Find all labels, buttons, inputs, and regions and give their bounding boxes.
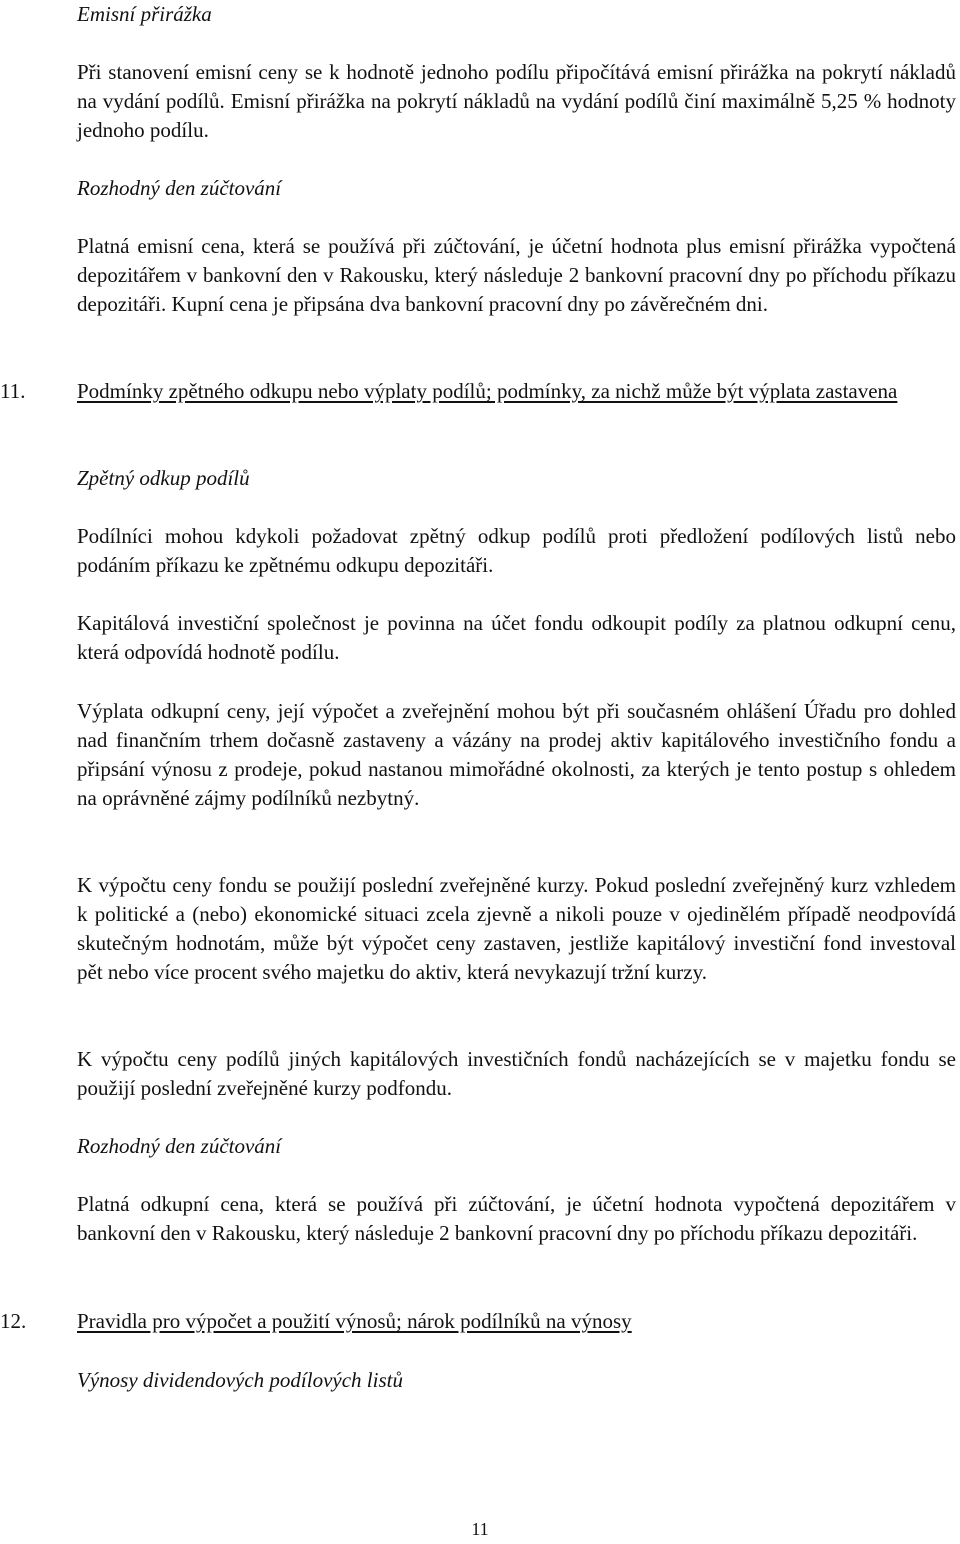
paragraph-zpetny-odkup-5: K výpočtu ceny podílů jiných kapitálových investičních fondů nacházejících se v majetku fondu se použijí poslední zveřejněné kurzy podfondu. bbox=[77, 1047, 956, 1100]
heading-rozhodny-den-1: Rozhodný den zúčtování bbox=[77, 176, 282, 200]
section-12-heading bbox=[0, 1307, 956, 1336]
paragraph-zpetny-odkup-4: K výpočtu ceny fondu se použijí poslední zveřejněné kurzy. Pokud poslední zveřejněný kurz vzhledem k politické a (nebo) ekonomické situaci zcela zjevně a nikoli pouze v ojedinělém případě neodpovídá skutečným hodnotám, může být výpočet ceny zastaven, jestliže kapitálový investiční fond investoval pět nebo více procent svého majetku do aktiv, která nevykazují tržní kurzy. bbox=[77, 873, 956, 984]
heading-vynosy: Výnosy dividendových podílových listů bbox=[77, 1368, 403, 1392]
section-11-title: Podmínky zpětného odkupu nebo výplaty podílů; podmínky, za nichž může být výplata zastavena bbox=[77, 379, 898, 403]
section-12-title: Pravidla pro výpočet a použití výnosů; nárok podílníků na výnosy bbox=[77, 1309, 632, 1333]
section-12-number: 12. bbox=[0, 1309, 27, 1333]
paragraph-zpetny-odkup-2: Kapitálová investiční společnost je povinna na účet fondu odkoupit podíly za platnou odkupní cenu, která odpovídá hodnotě podílu. bbox=[77, 611, 956, 664]
paragraph-emisni-prirazka: Při stanovení emisní ceny se k hodnotě jednoho podílu připočítává emisní přirážka na pokrytí nákladů na vydání podílů. Emisní přirážka na pokrytí nákladů na vydání podílů činí maximálně 5,25 % hodnoty jednoho podílu. bbox=[77, 60, 956, 142]
section-11-number: 11. bbox=[0, 379, 26, 403]
paragraph-zpetny-odkup-1: Podílníci mohou kdykoli požadovat zpětný odkup podílů proti předložení podílových listů nebo podáním příkazu ke zpětnému odkupu depozitáři. bbox=[77, 524, 956, 577]
section-11-heading bbox=[0, 377, 956, 406]
page-number: 11 bbox=[471, 1519, 489, 1539]
heading-zpetny-odkup: Zpětný odkup podílů bbox=[77, 466, 250, 490]
paragraph-zpetny-odkup-3: Výplata odkupní ceny, její výpočet a zveřejnění mohou být při současném ohlášení Úřadu pro dohled nad finančním trhem dočasně zastaveny a vázány na prodej aktiv kapitálového investičního fondu a připsání výnosu z prodeje, pokud nastanou mimořádné okolnosti, za kterých je tento postup s ohledem na oprávněné zájmy podílníků nezbytný. bbox=[77, 699, 956, 810]
heading-emisni-prirazka: Emisní přirážka bbox=[77, 2, 212, 26]
paragraph-rozhodny-den-1: Platná emisní cena, která se používá při zúčtování, je účetní hodnota plus emisní přirážka vypočtená depozitářem v bankovní den v Rakousku, který následuje 2 bankovní pracovní dny po příchodu příkazu depozitáři. Kupní cena je připsána dva bankovní pracovní dny po závěrečném dni. bbox=[77, 234, 956, 316]
heading-rozhodny-den-2: Rozhodný den zúčtování bbox=[77, 1134, 282, 1158]
paragraph-rozhodny-den-2: Platná odkupní cena, která se používá při zúčtování, je účetní hodnota vypočtená depozitářem v bankovní den v Rakousku, který následuje 2 bankovní pracovní dny po příchodu příkazu depozitáři. bbox=[77, 1192, 956, 1245]
